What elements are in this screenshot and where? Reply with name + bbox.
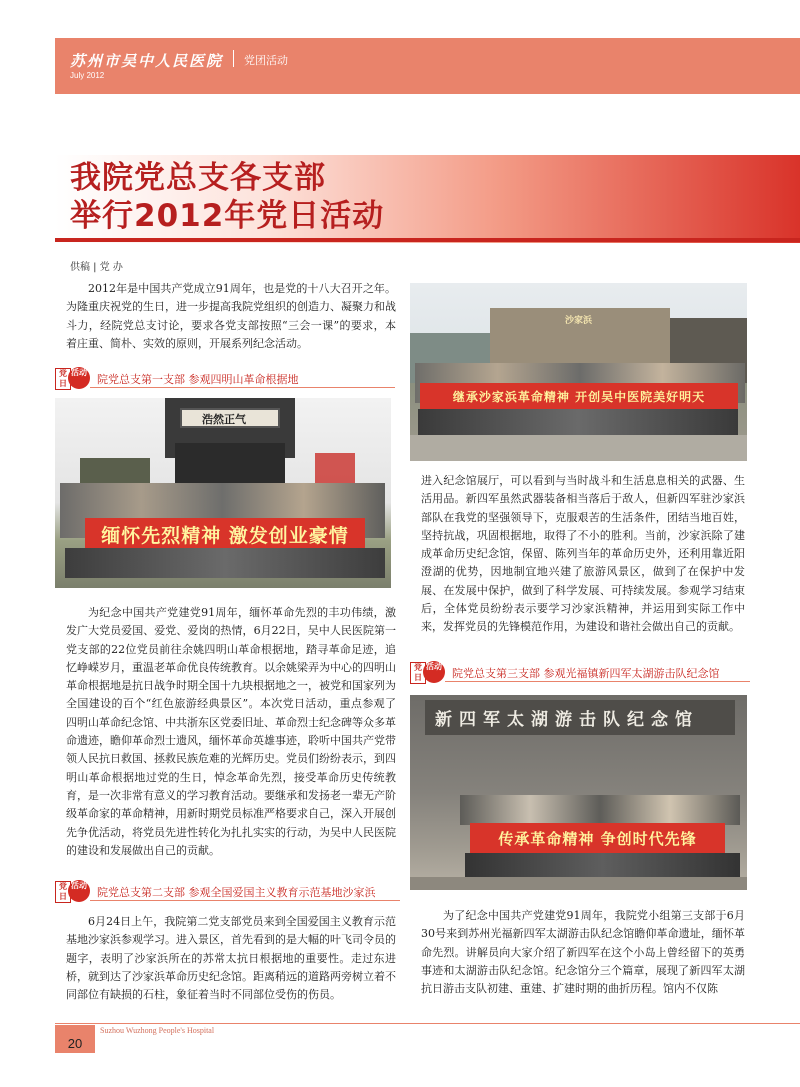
photo-3-banner: 传承革命精神 争创时代先锋: [470, 823, 725, 853]
photo-2-banner: 继承沙家浜革命精神 开创吴中医院美好明天: [420, 383, 738, 409]
wall-sign-text: 新四军太湖游击队纪念馆: [435, 710, 699, 730]
section-name: 党团活动: [244, 54, 288, 67]
hospital-name: 苏州市吴中人民医院: [70, 52, 224, 70]
gate-sign-text: 沙家浜: [565, 316, 593, 326]
badge-left: 党日: [55, 368, 71, 390]
header-divider: [233, 50, 234, 67]
section-1-title: 院党总支第一支部 参观四明山革命根据地: [97, 373, 299, 386]
photo-1-banner: 缅怀先烈精神 激发创业豪情: [85, 518, 365, 550]
section-1-rule: [90, 387, 395, 388]
steps: [410, 877, 747, 890]
photo-taihu-memorial: [410, 695, 747, 890]
section-3-body: 为了纪念中国共产党建党91周年，我院党小组第三支部于6月30号来到苏州光福新四军太湖游击队纪念馆瞻仰革命遗址，缅怀革命先烈。讲解员向大家介绍了新四军在这个小岛上曾经留下的英勇事迹和太湖游击队纪念馆。纪念馆分三个篇章，展现了新四军太湖抗日游击支队初建、重建、扩建时期的曲折历程。馆内不仅陈: [421, 909, 745, 996]
issue-date: July 2012: [70, 71, 105, 80]
badge-left: 党日: [55, 881, 71, 903]
article-title-line-2: 举行2012年党日活动: [70, 198, 385, 234]
badge-right: 活动: [68, 880, 90, 902]
badge-right: 活动: [68, 367, 90, 389]
section-2-rule: [90, 900, 400, 901]
photo-siming-mountain: [55, 398, 391, 588]
pavement: [410, 435, 747, 461]
section-2-body-right: 进入纪念馆展厅，可以看到与当时战斗和生活息息相关的武器、生活用品。新四军虽然武器装备相当落后于敌人，但新四军驻沙家浜部队在我党的坚强领导下，克服艰苦的生活条件，团结当地百姓，坚持抗战，巩固根据地，取得了不小的胜利。当前，沙家浜除了建成革命历史纪念馆，保留、陈列当年的革命历史外，还利用靠近阳澄湖的优势，因地制宜地兴建了旅游风景区，做到了在保护中发展、在发展中保护，做到了科学发展、可持续发展。参观学习结束后，全体党员纷纷表示要学习沙家浜精神，并运用到实际工作中来，发挥党员的先锋模范作用，为建设和谐社会做出自己的贡献。: [421, 474, 745, 634]
gate-sign: [180, 408, 280, 428]
badge-right: 活动: [423, 661, 445, 683]
section-1-body: 为纪念中国共产党建党91周年，缅怀革命先烈的丰功伟绩，激发广大党员爱国、爱党、爱岗的热情，6月22日，吴中人民医院第一党支部的22位党员前往余姚四明山革命根据地，踏寻革命足迹，追忆峥嵘岁月，重温老革命优良传统教育。以余姚梁弄为中心的四明山革命根据地是抗日战争时期全国十九块根据地之一，被党和国家列为全国建设的百个“红色旅游经典景区”。本次党日活动，重点参观了四明山革命纪念馆、中共浙东区党委旧址、革命烈士纪念碑等众多革命遗迹，瞻仰革命烈士遗风，缅怀革命英雄事迹，聆听中国共产党带领人民抗日救国、拯救民族危难的光辉历史。党员们纷纷表示，到四明山革命根据地过党的生日，悼念革命先烈，接受革命历史传统教育，是一次非常有意义的学习教育活动。要继承和发扬老一辈无产阶级革命家的革命精神，用新时期党员标准严格要求自己，深入开展创先争优活动，将党员先进性转化为扎扎实实的行动，为吴中人民医院的建设和发展做出自己的贡献。: [66, 606, 396, 857]
section-3-rule: [445, 681, 750, 682]
people-legs: [465, 853, 740, 877]
article-title-line-1: 我院党总支各支部: [70, 160, 326, 196]
section-3-title: 院党总支第三支部 参观光福镇新四军太湖游击队纪念馆: [452, 667, 720, 680]
gate-sign-text: 浩然正气: [202, 413, 246, 426]
byline: 供稿 | 党 办: [70, 262, 123, 273]
section-2-title: 院党总支第二支部 参观全国爱国主义教育示范基地沙家浜: [97, 886, 376, 899]
photo-shajiabang: [410, 283, 747, 461]
title-band-rule: [55, 238, 800, 242]
badge-left: 党日: [410, 662, 426, 684]
party-day-badge: [55, 366, 89, 390]
section-3-heading: [410, 660, 755, 684]
page-number: 20: [55, 1025, 95, 1053]
intro-paragraph: 2012年是中国共产党成立91周年，也是党的十八大召开之年。为隆重庆祝党的生日，进一步提高我院党组织的创造力、凝聚力和战斗力，经院党总支讨论，要求各党支部按照“三会一课”的要求，本着庄重、简朴、实效的原则，开展系列纪念活动。: [66, 282, 396, 350]
footer-publication: Suzhou Wuzhong People's Hospital: [100, 1026, 215, 1035]
party-day-badge: [410, 660, 444, 684]
group-of-people: [460, 795, 740, 825]
section-1-heading: [55, 366, 395, 390]
party-day-badge: [55, 879, 89, 903]
people-legs: [418, 409, 738, 435]
people-legs: [65, 548, 385, 578]
footer-rule: [55, 1023, 800, 1024]
section-2-heading: [55, 879, 400, 903]
section-2-body-left: 6月24日上午，我院第二党支部党员来到全国爱国主义教育示范基地沙家浜参观学习。进入景区，首先看到的是大幅的叶飞司令员的题字，表明了沙家浜所在的苏常太抗日根据地的重要性。走过东进桥，就到达了沙家浜革命历史纪念馆。距离稍远的道路两旁树立着不同部位有缺损的石柱，象征着当时不同部位受伤的伤员。: [66, 915, 396, 1002]
